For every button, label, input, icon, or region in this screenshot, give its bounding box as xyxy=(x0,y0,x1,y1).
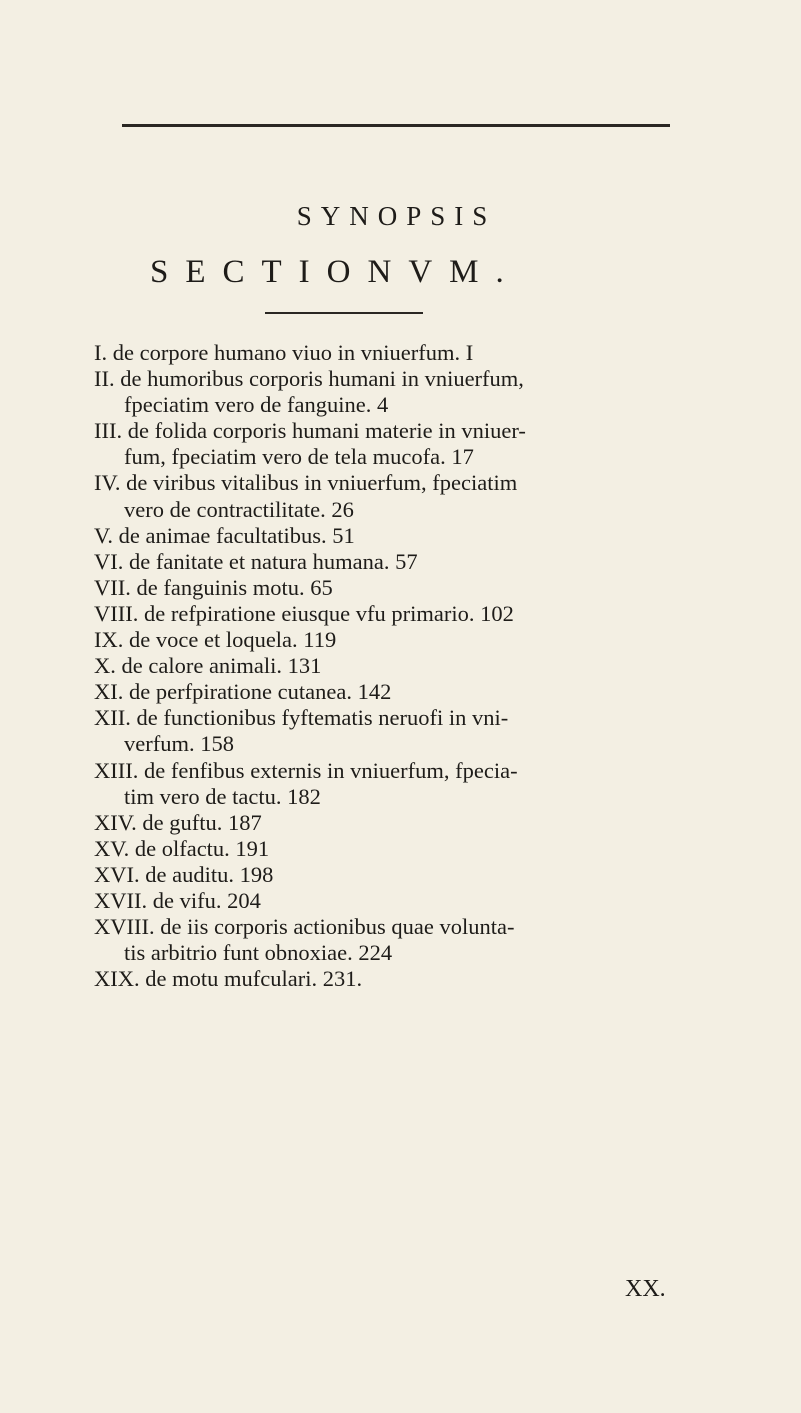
toc-entry-line: X. de calore animali. 131 xyxy=(94,653,322,679)
toc-entry-line: XVI. de auditu. 198 xyxy=(94,861,274,887)
toc-entry xyxy=(94,340,734,366)
toc-entry xyxy=(94,862,734,888)
table-of-contents xyxy=(94,340,734,992)
toc-entry-line: XIII. de fenfibus externis in vniuerfum, fpecia- xyxy=(94,757,518,783)
toc-entry-line: IX. de voce et loquela. 119 xyxy=(94,627,337,653)
catchword: XX. xyxy=(625,1276,666,1302)
toc-entry-line: IV. de viribus vitalibus in vniuerfum, fpeciatim xyxy=(94,470,518,496)
title-sectionum: SECTIONVM. xyxy=(150,254,521,290)
toc-entry xyxy=(94,601,734,627)
toc-entry-line: XI. de perfpiratione cutanea. 142 xyxy=(94,679,392,705)
toc-entry-line: XII. de functionibus fyftematis neruofi in vni- xyxy=(94,705,509,731)
toc-entry-line: VII. de fanguinis motu. 65 xyxy=(94,574,333,600)
toc-entry-continuation: fpeciatim vero de fanguine. 4 xyxy=(124,392,389,418)
divider-rule xyxy=(265,312,423,314)
toc-entry xyxy=(94,836,734,862)
toc-entry xyxy=(94,418,734,470)
toc-entry xyxy=(94,888,734,914)
toc-entry xyxy=(94,575,734,601)
toc-entry-line: XVIII. de iis corporis actionibus quae volunta- xyxy=(94,914,515,940)
toc-entry-line: XIV. de guftu. 187 xyxy=(94,809,262,835)
toc-entry-line: VI. de fanitate et natura humana. 57 xyxy=(94,548,418,574)
toc-entry xyxy=(94,653,734,679)
toc-entry-line: VIII. de refpiratione eiusque vfu primario. 102 xyxy=(94,600,514,626)
toc-entry xyxy=(94,758,734,810)
toc-entry xyxy=(94,705,734,757)
toc-entry-line: XV. de olfactu. 191 xyxy=(94,835,270,861)
title-synopsis: SYNOPSIS xyxy=(296,201,497,231)
toc-entry-line: III. de folida corporis humani materie in vniuer- xyxy=(94,418,526,444)
toc-entry-continuation: tis arbitrio funt obnoxiae. 224 xyxy=(124,940,393,966)
toc-entry xyxy=(94,549,734,575)
toc-entry-line: V. de animae facultatibus. 51 xyxy=(94,522,355,548)
toc-entry-line: II. de humoribus corporis humani in vniuerfum, xyxy=(94,366,524,392)
toc-entry xyxy=(94,523,734,549)
toc-entry xyxy=(94,679,734,705)
toc-entry-continuation: fum, fpeciatim vero de tela mucofa. 17 xyxy=(124,444,474,470)
toc-entry-continuation: verfum. 158 xyxy=(124,731,234,757)
toc-entry-continuation: tim vero de tactu. 182 xyxy=(124,783,321,809)
toc-entry xyxy=(94,470,734,522)
toc-entry-line: XVII. de vifu. 204 xyxy=(94,887,261,913)
toc-entry-line: XIX. de motu mufculari. 231. xyxy=(94,966,363,992)
toc-entry-continuation: vero de contractilitate. 26 xyxy=(124,496,354,522)
toc-entry-line: I. de corpore humano viuo in vniuerfum. I xyxy=(94,340,474,365)
toc-entry xyxy=(94,366,734,418)
toc-entry xyxy=(94,810,734,836)
toc-entry xyxy=(94,914,734,966)
toc-entry xyxy=(94,627,734,653)
top-rule xyxy=(122,124,670,127)
toc-entry xyxy=(94,966,734,992)
